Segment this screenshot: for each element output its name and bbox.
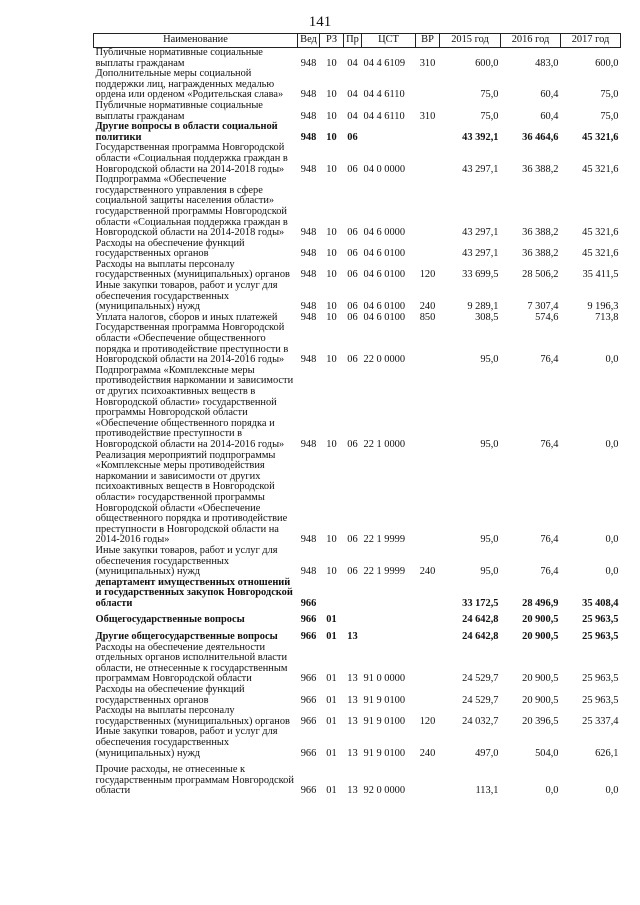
cell-2016: 36 388,2 (522, 248, 559, 260)
cell-2016: 20 900,5 (522, 673, 559, 685)
cell-name: Другие вопросы в области социальной политики (95, 121, 278, 143)
cell-2015: 95,0 (480, 354, 499, 366)
cell-name: Расходы на выплаты персоналу государственных (муниципальных) органов (95, 258, 290, 281)
cell-cst: 92 0 0000 (363, 785, 406, 797)
header-pr: Пр (344, 34, 362, 48)
cell-cst: 04 0 0000 (363, 163, 406, 175)
cell-name: Реализация мероприятий подпрограммы «Комплексные меры противодействия наркомании и зависимости от других психоактивных веществ в Новгородской области» государственной программы Новгородской области «Обеспечение общественного порядка и противодействие преступности в Новгородской области на 2014-2016 годы» (95, 449, 288, 546)
cell-cst: 22 1 9999 (363, 534, 406, 546)
cell-ved: 948 (300, 227, 317, 239)
cell-name: Расходы на обеспечение деятельности отдельных органов исполнительной власти области, не отнесенные к государственным программам Новгородской области (95, 641, 288, 685)
table-row (94, 609, 621, 626)
cell-pr: 06 (347, 534, 358, 546)
cell-name: Прочие расходы, не отнесенные к государственным программам Новгородской области (95, 764, 294, 797)
page-number: 141 (308, 14, 332, 30)
cell-cst: 04 4 6109 (363, 57, 406, 69)
cell-rz: 10 (326, 438, 337, 450)
cell-2015: 75,0 (480, 89, 499, 101)
cell-ved: 948 (300, 311, 317, 323)
cell-rz: 10 (326, 227, 337, 239)
cell-vr: 240 (419, 566, 436, 578)
cell-2017: 0,0 (605, 354, 619, 366)
cell-ved: 948 (300, 131, 317, 143)
cell-2015: 308,5 (475, 311, 499, 323)
cell-vr (416, 323, 440, 365)
cell-2016: 7 307,4 (527, 301, 559, 313)
cell-vr (416, 143, 440, 175)
cell-pr (344, 578, 362, 610)
cell-rz: 10 (326, 354, 337, 366)
cell-2017: 713,8 (595, 311, 619, 323)
cell-ved: 948 (300, 57, 317, 69)
table-header-row (94, 34, 621, 48)
cell-2017: 25 963,5 (582, 631, 619, 643)
cell-vr (416, 366, 440, 451)
cell-name: Государственная программа Новгородской области «Обеспечение общественного порядка и противодействие преступности в Новгородской области на 2014-2016 годы» (95, 322, 289, 366)
cell-2016: 504,0 (535, 747, 559, 759)
cell-vr (416, 69, 440, 101)
cell-rz: 10 (326, 89, 337, 101)
table-body (94, 48, 621, 797)
cell-pr: 06 (347, 354, 358, 366)
cell-rz: 01 (326, 694, 337, 706)
cell-name: Иные закупки товаров, работ и услуг для обеспечения государственных (муниципальных) нужд (95, 726, 278, 759)
table-row (94, 759, 621, 797)
budget-table (93, 33, 621, 797)
cell-cst (362, 609, 416, 626)
header-ved: Вед (298, 34, 320, 48)
table-row (94, 323, 621, 365)
cell-rz: 10 (326, 248, 337, 260)
cell-cst (362, 122, 416, 143)
cell-pr: 13 (347, 785, 358, 797)
cell-ved: 948 (300, 301, 317, 313)
cell-2015: 95,0 (480, 534, 499, 546)
cell-2016: 76,4 (540, 438, 559, 450)
cell-ved: 966 (300, 747, 317, 759)
cell-rz: 10 (326, 269, 337, 281)
table-row (94, 685, 621, 706)
cell-rz: 01 (326, 614, 337, 626)
cell-2016: 20 900,5 (522, 631, 559, 643)
cell-2015: 9 289,1 (467, 301, 499, 313)
cell-vr (416, 578, 440, 610)
cell-2017: 9 196,3 (587, 301, 619, 313)
cell-rz: 10 (326, 301, 337, 313)
cell-cst: 04 4 6110 (363, 89, 405, 101)
cell-pr: 13 (347, 694, 358, 706)
cell-ved: 948 (300, 163, 317, 175)
cell-cst: 91 0 0000 (363, 673, 406, 685)
cell-cst: 22 1 0000 (363, 438, 406, 450)
cell-cst (362, 626, 416, 643)
cell-vr (416, 626, 440, 643)
header-cst: ЦСТ (362, 34, 416, 48)
header-2015: 2015 год (440, 34, 501, 48)
cell-ved: 948 (300, 110, 317, 122)
cell-2015: 33 172,5 (462, 597, 499, 609)
table-row (94, 260, 621, 281)
cell-2016: 36 464,6 (522, 131, 559, 143)
cell-pr: 06 (347, 301, 358, 313)
table-row (94, 48, 621, 70)
cell-pr: 13 (347, 631, 358, 643)
cell-cst: 04 6 0100 (363, 301, 406, 313)
cell-2016: 36 388,2 (522, 227, 559, 239)
cell-rz: 01 (326, 715, 337, 727)
cell-2017: 25 963,5 (582, 694, 619, 706)
cell-2015: 43 297,1 (462, 163, 499, 175)
cell-name: Государственная программа Новгородской области «Социальная поддержка граждан в Новгородской области на 2014-2018 годы» (95, 142, 288, 175)
cell-pr: 06 (347, 566, 358, 578)
cell-2015: 95,0 (480, 438, 499, 450)
table-row (94, 451, 621, 546)
cell-2015: 24 529,7 (462, 673, 499, 685)
cell-vr: 240 (419, 747, 436, 759)
table-row (94, 578, 621, 610)
cell-2017: 0,0 (605, 785, 619, 797)
header-name: Наименование (94, 34, 298, 48)
cell-2017: 75,0 (600, 110, 619, 122)
cell-2016: 28 496,9 (522, 597, 559, 609)
cell-2015: 600,0 (475, 57, 499, 69)
cell-rz: 01 (326, 631, 337, 643)
cell-pr: 13 (347, 673, 358, 685)
table-row (94, 643, 621, 685)
cell-2015: 43 297,1 (462, 248, 499, 260)
cell-2016: 76,4 (540, 354, 559, 366)
cell-vr (416, 643, 440, 685)
cell-2017: 25 963,5 (582, 673, 619, 685)
cell-rz: 01 (326, 747, 337, 759)
cell-2015: 24 642,8 (462, 631, 499, 643)
cell-cst (362, 578, 416, 610)
cell-2015: 43 297,1 (462, 227, 499, 239)
cell-rz: 01 (326, 785, 337, 797)
cell-vr (416, 685, 440, 706)
table-row (94, 143, 621, 175)
cell-pr: 06 (347, 269, 358, 281)
cell-ved: 948 (300, 534, 317, 546)
cell-2017: 25 337,4 (582, 715, 619, 727)
cell-rz: 10 (326, 163, 337, 175)
cell-pr: 04 (347, 110, 358, 122)
header-rz: РЗ (320, 34, 344, 48)
cell-pr: 13 (347, 715, 358, 727)
cell-2015: 43 392,1 (462, 131, 499, 143)
header-2016: 2016 год (501, 34, 561, 48)
table-row (94, 122, 621, 143)
cell-vr (416, 451, 440, 546)
cell-2017: 75,0 (600, 89, 619, 101)
cell-pr: 06 (347, 163, 358, 175)
table-row (94, 546, 621, 578)
cell-vr (416, 175, 440, 239)
cell-2016: 76,4 (540, 534, 559, 546)
cell-vr: 120 (419, 715, 436, 727)
cell-rz: 10 (326, 110, 337, 122)
cell-vr: 850 (419, 311, 436, 323)
cell-name: Общегосударственные вопросы (95, 614, 245, 626)
cell-2015: 113,1 (475, 785, 499, 797)
cell-vr: 120 (419, 269, 436, 281)
cell-name: Дополнительные меры социальной поддержки лиц, награжденных медалью ордена или орденом «Родительская слава» (95, 68, 284, 101)
cell-name: Уплата налогов, сборов и иных платежей (95, 311, 278, 323)
cell-2016: 36 388,2 (522, 163, 559, 175)
cell-ved: 948 (300, 354, 317, 366)
cell-ved: 966 (300, 715, 317, 727)
cell-2016: 60,4 (540, 110, 559, 122)
cell-2015: 33 699,5 (462, 269, 499, 281)
cell-pr: 06 (347, 227, 358, 239)
cell-name: Подпрограмма «Комплексные меры противодействия наркомании и зависимости от других психоактивных веществ в Новгородской области» государственной программы Новгородской области «Обеспечение общественного порядка и противодействие преступности в Новгородской области на 2014-2016 годы» (95, 364, 294, 450)
cell-cst: 91 9 0100 (363, 694, 406, 706)
cell-cst: 04 6 0000 (363, 227, 406, 239)
cell-name: Расходы на выплаты персоналу государственных (муниципальных) органов (95, 705, 290, 727)
cell-pr: 04 (347, 57, 358, 69)
cell-rz: 10 (326, 57, 337, 69)
table-row (94, 175, 621, 239)
cell-name: Иные закупки товаров, работ и услуг для обеспечения государственных (муниципальных) нужд (95, 544, 278, 578)
cell-name: Другие общегосударственные вопросы (95, 631, 278, 643)
table-row (94, 366, 621, 451)
cell-rz (320, 578, 344, 610)
cell-2017: 45 321,6 (582, 248, 619, 260)
cell-2017: 0,0 (605, 438, 619, 450)
cell-pr: 06 (347, 131, 358, 143)
cell-2016: 60,4 (540, 89, 559, 101)
cell-name: Расходы на обеспечение функций государственных органов (95, 684, 245, 706)
cell-2016: 20 900,5 (522, 694, 559, 706)
cell-name: Подпрограмма «Обеспечение государственного управления в сфере социальной защиты населения области» государственной программы Новгородской области «Социальная поддержка граждан в Новгородской области на 2014-2018 годы» (95, 174, 288, 239)
cell-2017: 45 321,6 (582, 131, 619, 143)
cell-cst: 04 6 0100 (363, 311, 406, 323)
cell-rz: 01 (326, 673, 337, 685)
cell-pr: 13 (347, 747, 358, 759)
cell-rz: 10 (326, 311, 337, 323)
table-row (94, 626, 621, 643)
cell-2016: 28 506,2 (522, 269, 559, 281)
cell-pr: 06 (347, 311, 358, 323)
cell-vr (416, 609, 440, 626)
cell-2017: 600,0 (595, 57, 619, 69)
cell-2015: 497,0 (475, 747, 499, 759)
cell-cst: 04 6 0100 (363, 248, 406, 260)
cell-cst: 91 9 0100 (363, 747, 406, 759)
cell-ved: 948 (300, 438, 317, 450)
cell-cst: 04 4 6110 (363, 110, 405, 122)
cell-2017: 25 963,5 (582, 614, 619, 626)
cell-2015: 75,0 (480, 110, 499, 122)
cell-2016: 0,0 (545, 785, 559, 797)
header-2017: 2017 год (561, 34, 621, 48)
cell-vr: 310 (419, 110, 436, 122)
header-vr: ВР (416, 34, 440, 48)
cell-name: департамент имущественных отношений и государственных закупок Новгородской области (95, 576, 293, 609)
cell-2016: 20 900,5 (522, 614, 559, 626)
cell-2017: 35 411,5 (582, 269, 619, 281)
cell-ved: 948 (300, 566, 317, 578)
cell-name: Публичные нормативные социальные выплаты гражданам (95, 99, 263, 122)
cell-vr: 240 (419, 301, 436, 313)
cell-vr (416, 239, 440, 260)
cell-rz: 10 (326, 131, 337, 143)
cell-rz: 10 (326, 534, 337, 546)
cell-ved: 966 (300, 673, 317, 685)
cell-vr (416, 759, 440, 797)
cell-ved: 966 (300, 597, 317, 609)
cell-cst: 22 0 0000 (363, 354, 406, 366)
cell-name: Расходы на обеспечение функций государственных органов (95, 237, 245, 260)
cell-2015: 95,0 (480, 566, 499, 578)
cell-vr (416, 122, 440, 143)
cell-2017: 35 408,4 (582, 597, 619, 609)
cell-ved: 966 (300, 631, 317, 643)
cell-name: Иные закупки товаров, работ и услуг для обеспечения государственных (муниципальных) нужд (95, 280, 278, 313)
cell-2015: 24 642,8 (462, 614, 499, 626)
cell-pr: 06 (347, 438, 358, 450)
table-row (94, 101, 621, 122)
cell-2017: 45 321,6 (582, 163, 619, 175)
cell-2017: 626,1 (595, 747, 619, 759)
cell-2016: 574,6 (535, 311, 559, 323)
cell-ved: 966 (300, 694, 317, 706)
cell-pr: 06 (347, 248, 358, 260)
cell-2016: 76,4 (540, 566, 559, 578)
table-row (94, 727, 621, 759)
cell-rz: 10 (326, 566, 337, 578)
cell-cst: 22 1 9999 (363, 566, 406, 578)
table-row (94, 706, 621, 727)
cell-cst: 91 9 0100 (363, 715, 406, 727)
cell-pr (344, 609, 362, 626)
cell-2017: 0,0 (605, 534, 619, 546)
cell-ved: 948 (300, 89, 317, 101)
table-row (94, 239, 621, 260)
cell-ved: 948 (300, 248, 317, 260)
cell-vr: 310 (419, 57, 436, 69)
cell-name: Публичные нормативные социальные выплаты гражданам (95, 47, 263, 69)
cell-ved: 966 (300, 785, 317, 797)
table-row (94, 281, 621, 313)
cell-pr: 04 (347, 89, 358, 101)
cell-2015: 24 529,7 (462, 694, 499, 706)
table-row (94, 69, 621, 101)
cell-2016: 20 396,5 (522, 715, 559, 727)
cell-2017: 45 321,6 (582, 227, 619, 239)
cell-2015: 24 032,7 (462, 715, 499, 727)
cell-cst: 04 6 0100 (363, 269, 406, 281)
cell-ved: 948 (300, 269, 317, 281)
cell-2017: 0,0 (605, 566, 619, 578)
cell-ved: 966 (300, 614, 317, 626)
cell-2016: 483,0 (535, 57, 559, 69)
